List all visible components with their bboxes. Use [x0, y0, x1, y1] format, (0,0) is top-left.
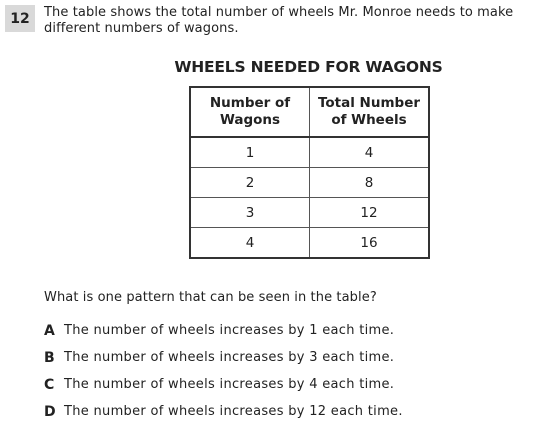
choice-b[interactable] — [44, 350, 403, 377]
question-prompt — [44, 5, 539, 37]
table-row — [190, 198, 429, 228]
table-title: WHEELS NEEDED FOR WAGONS — [174, 58, 443, 76]
wheels-cell: 4 — [310, 137, 430, 168]
wagons-cell: 2 — [190, 168, 310, 198]
wagons-cell: 4 — [190, 228, 310, 259]
choice-text: The number of wheels increases by 4 each time. — [64, 377, 395, 392]
header-wagons-line-1: Number of — [209, 95, 291, 111]
choice-d[interactable] — [44, 404, 403, 431]
table-row — [190, 137, 429, 168]
wheels-cell: 12 — [310, 198, 430, 228]
choice-text: The number of wheels increases by 12 each time. — [64, 404, 403, 419]
header-wheels-line-1: Total Number — [317, 95, 421, 111]
header-number-of-wagons — [190, 87, 310, 137]
header-total-wheels — [310, 87, 430, 137]
choice-a[interactable] — [44, 323, 403, 350]
choice-letter: C — [44, 377, 55, 393]
choice-c[interactable] — [44, 377, 403, 404]
choice-letter: B — [44, 350, 55, 366]
choice-text: The number of wheels increases by 3 each time. — [64, 350, 395, 365]
choice-text: The number of wheels increases by 1 each time. — [64, 323, 395, 338]
wagons-cell: 3 — [190, 198, 310, 228]
wheels-cell: 8 — [310, 168, 430, 198]
table-row — [190, 228, 429, 259]
question-number: 12 — [5, 5, 35, 32]
table-row — [190, 168, 429, 198]
wheels-cell: 16 — [310, 228, 430, 259]
choice-letter: A — [44, 323, 56, 339]
question-text: What is one pattern that can be seen in the table? — [44, 290, 377, 305]
prompt-line-1: The table shows the total number of wheels Mr. Monroe needs to make — [44, 5, 514, 20]
header-wagons-line-2: Wagons — [219, 112, 281, 128]
prompt-line-2: different numbers of wagons. — [44, 21, 239, 36]
wagons-cell: 1 — [190, 137, 310, 168]
wheels-table — [189, 86, 430, 259]
answer-choices — [44, 323, 403, 431]
choice-letter: D — [44, 404, 56, 420]
table-header-row — [190, 87, 429, 137]
header-wheels-line-2: of Wheels — [331, 112, 407, 128]
